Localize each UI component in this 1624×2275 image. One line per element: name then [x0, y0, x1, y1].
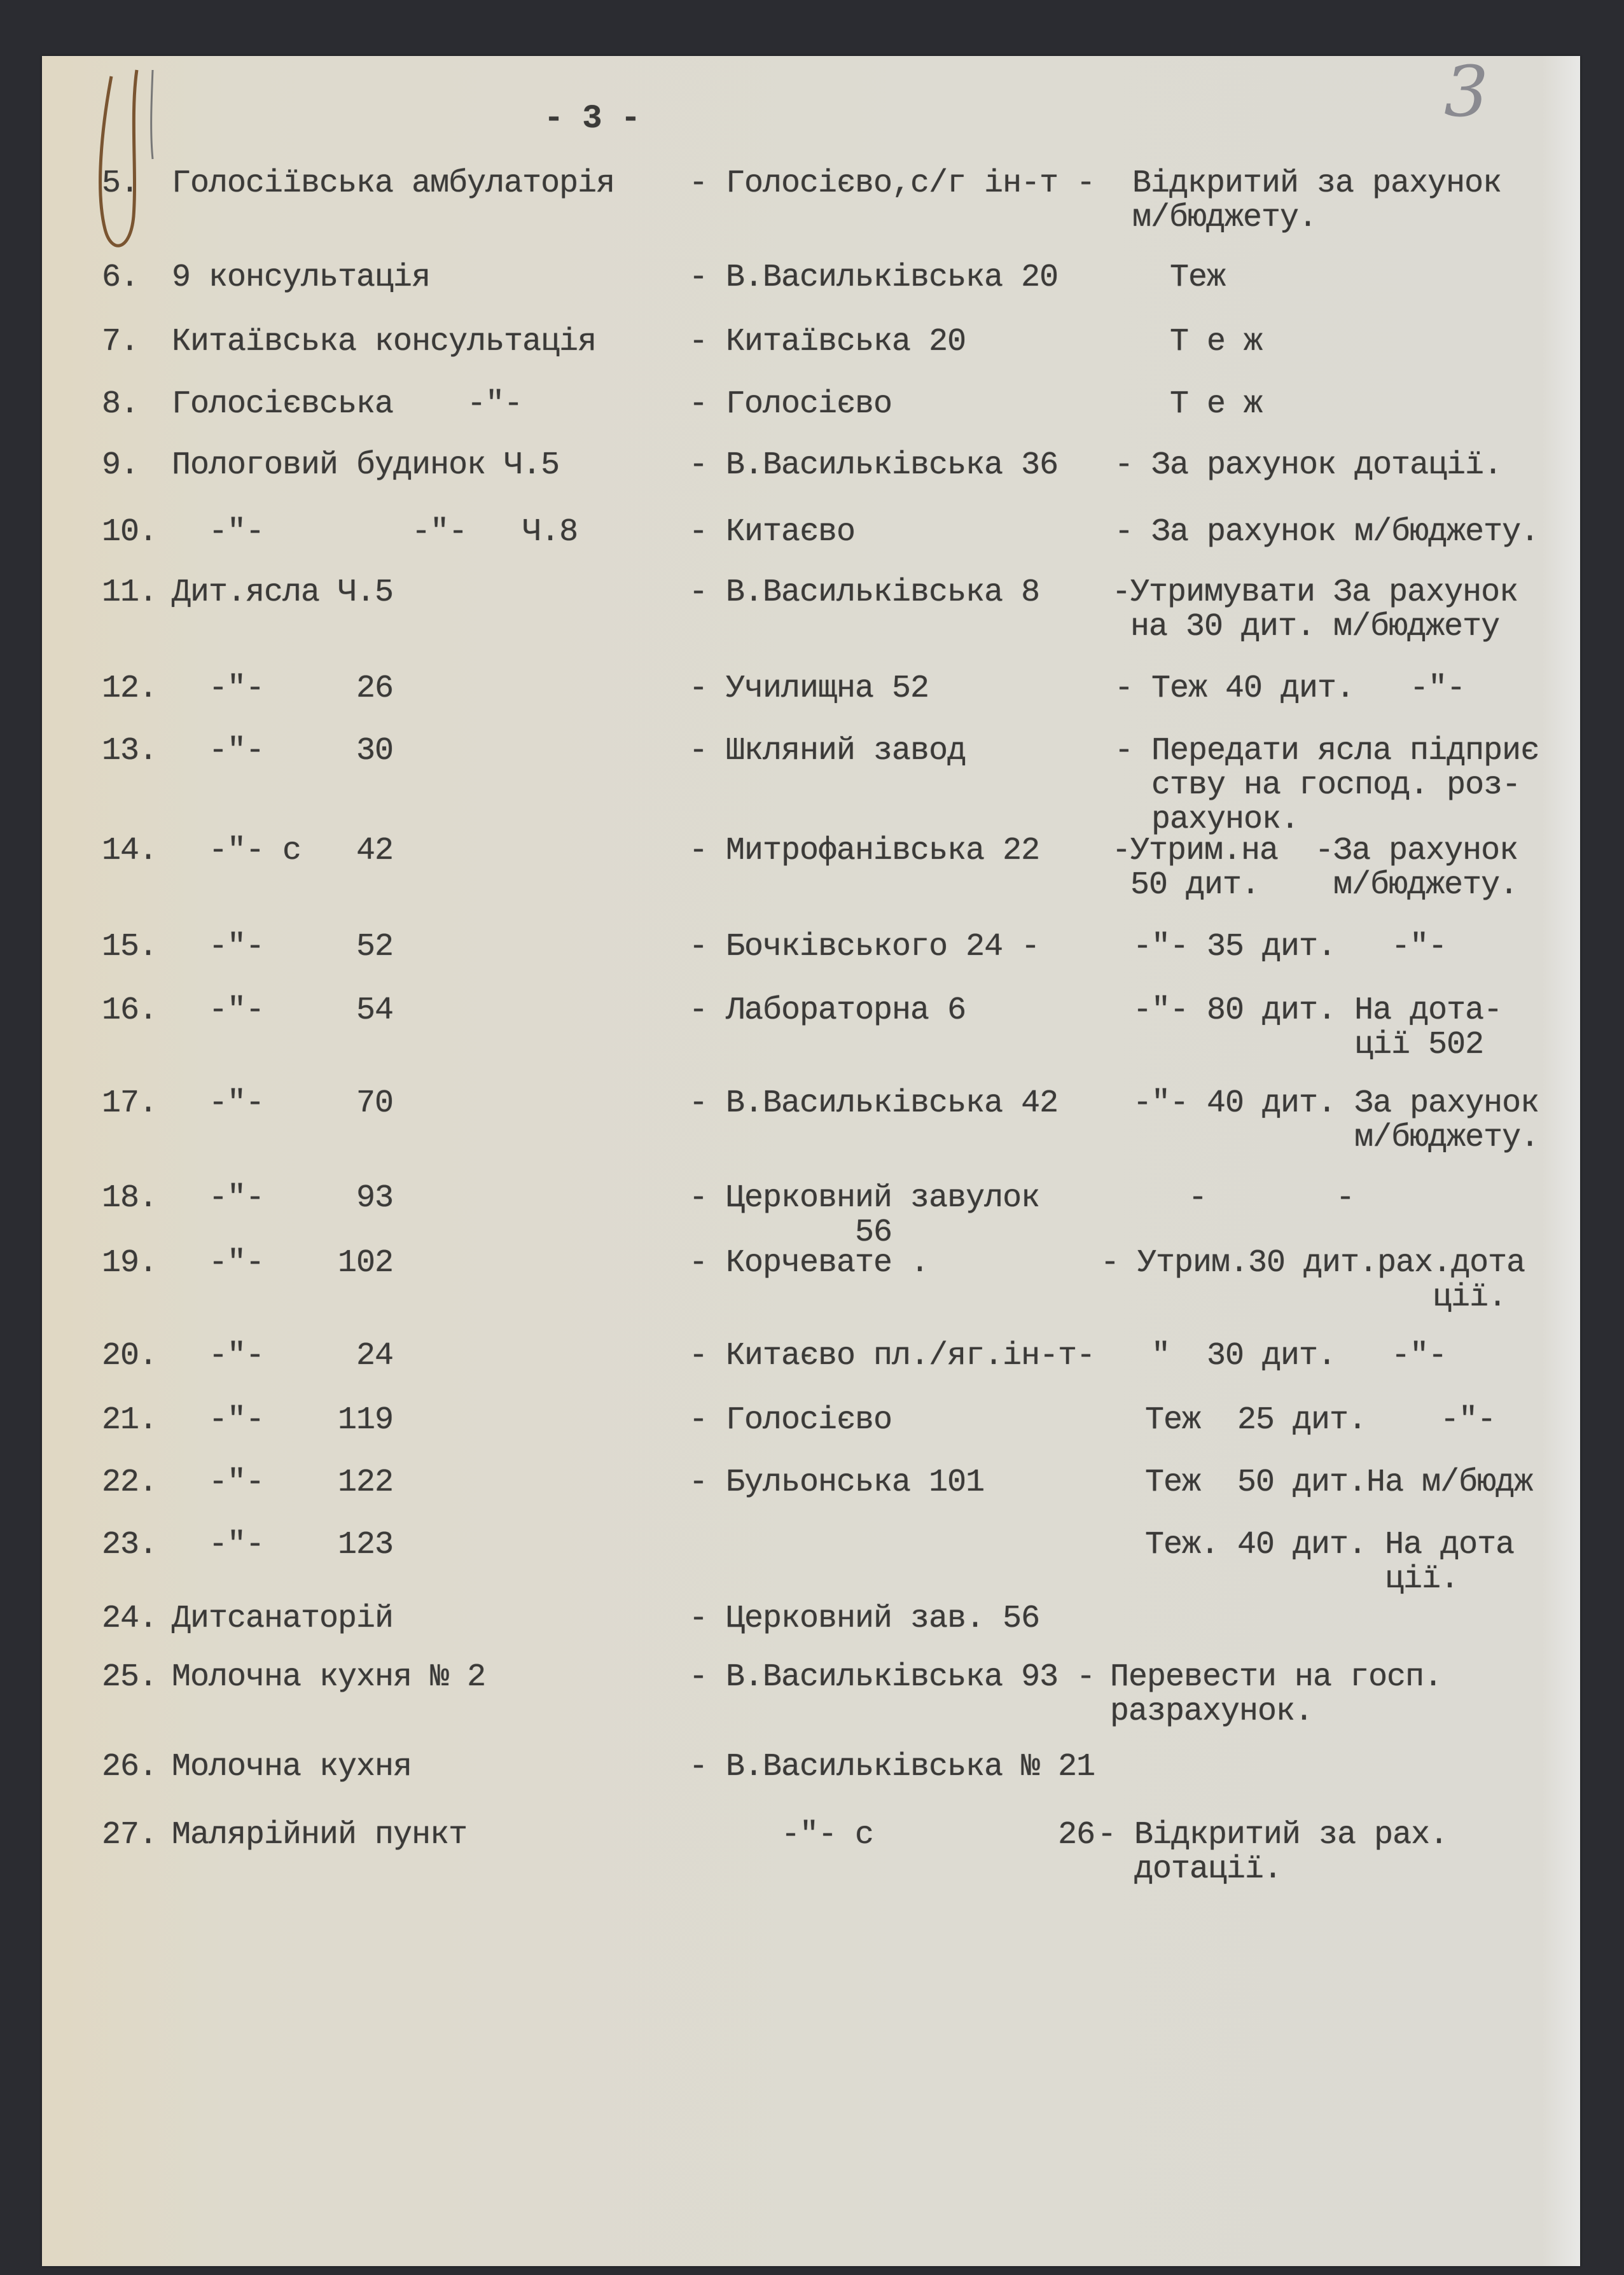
pencil-mark [151, 70, 153, 159]
entry-address: - Училищна 52 [689, 671, 929, 707]
entry-note: Теж [1114, 260, 1226, 296]
entry-name: -"- 24 [172, 1338, 394, 1374]
entry-number: 14. [102, 833, 158, 869]
entry-number: 25. [102, 1659, 158, 1695]
entry-address: - Голосієво [689, 386, 892, 422]
entry-note: - За рахунок м/бюджету. [1114, 514, 1539, 550]
entry-address: - Корчевате . [689, 1245, 929, 1281]
entry-name: Молочна кухня № 2 [172, 1659, 486, 1695]
entry-number: 22. [102, 1464, 158, 1501]
entry-note: - За рахунок дотації. [1114, 447, 1503, 484]
entry-name: Дит.ясла Ч.5 [172, 574, 394, 611]
entry-number: 17. [102, 1085, 158, 1122]
entry-number: 5. [102, 165, 139, 202]
entry-name: -"- 123 [172, 1527, 394, 1563]
entry-name: Пологовий будинок Ч.5 [172, 447, 560, 484]
entry-address: - В.Васильківська 93 - [689, 1659, 1095, 1695]
entry-note: Перевести на госп. разрахунок. [1110, 1659, 1443, 1730]
entry-number: 10. [102, 514, 158, 550]
entry-note: -"- 40 дит. За рахунок м/бюджету. [1133, 1085, 1539, 1156]
entry-address: - В.Васильківська 42 [689, 1085, 1058, 1122]
entry-address: - Лабораторна 6 [689, 992, 966, 1029]
entry-note: -Утримувати За рахунок на 30 дит. м/бюджету [1112, 574, 1518, 645]
entry-name: -"- 30 [172, 733, 394, 769]
entry-name: -"- 122 [172, 1464, 394, 1501]
entry-number: 15. [102, 929, 158, 965]
entry-note: Т е ж [1114, 386, 1263, 422]
entry-number: 8. [102, 386, 139, 422]
entry-name: Малярійний пункт [172, 1817, 468, 1853]
entry-name: -"- 119 [172, 1402, 394, 1438]
handwritten-page-number: 3 [1444, 51, 1489, 132]
entry-number: 18. [102, 1180, 158, 1216]
page-number-header: - 3 - [544, 100, 641, 137]
entry-number: 13. [102, 733, 158, 769]
entry-note: -Утрим.на -За рахунок 50 дит. м/бюджету. [1112, 833, 1518, 903]
entry-note: Відкритий за рахунок м/бюджету. [1132, 165, 1502, 236]
entry-note: - Відкритий за рах. дотації. [1097, 1817, 1448, 1888]
entry-address: - Церковний завулок 56 [689, 1180, 1040, 1251]
entry-note: Теж 50 дит.На м/бюдж [1145, 1464, 1533, 1501]
entry-name: Дитсанаторій [172, 1601, 394, 1637]
entry-name: -"- 70 [172, 1085, 394, 1122]
entry-address: - Голосієво [689, 1402, 892, 1438]
entry-address: -"- с 26 [689, 1817, 1095, 1853]
entry-address: - В.Васильківська № 21 [689, 1749, 1095, 1785]
entry-name: -"- с 42 [172, 833, 394, 869]
entry-address: - Церковний зав. 56 [689, 1601, 1040, 1637]
entry-name: -"- 26 [172, 671, 394, 707]
entry-note: Теж 25 дит. -"- [1145, 1402, 1496, 1438]
entry-name: -"- 52 [172, 929, 394, 965]
entry-number: 26. [102, 1749, 158, 1785]
entry-number: 11. [102, 574, 158, 611]
entry-number: 24. [102, 1601, 158, 1637]
entry-number: 20. [102, 1338, 158, 1374]
entry-number: 27. [102, 1817, 158, 1853]
entry-note: -"- 35 дит. -"- [1114, 929, 1447, 965]
entry-note: - Передати ясла підприє ству на господ. роз- рахунок. [1114, 733, 1539, 838]
entry-address: - Китаївська 20 [689, 324, 966, 360]
entry-number: 6. [102, 260, 139, 296]
entry-note: - - [1114, 1180, 1355, 1216]
entry-name: -"- 102 [172, 1245, 394, 1281]
entry-address: - В.Васильківська 20 [689, 260, 1058, 296]
entry-number: 9. [102, 447, 139, 484]
brown-ink-loop [101, 70, 137, 246]
entry-note: - Утрим.30 дит.рах.дота ції. [1100, 1245, 1525, 1316]
entry-address: - Митрофанівська 22 [689, 833, 1040, 869]
entry-note: " 30 дит. -"- [1114, 1338, 1447, 1374]
entry-address: - Китаєво [689, 514, 856, 550]
entry-number: 23. [102, 1527, 158, 1563]
entry-address: - Китаєво пл./яг.ін-т- [689, 1338, 1095, 1374]
entry-name: 9 консультація [172, 260, 431, 296]
entry-name: Молочна кухня [172, 1749, 412, 1785]
entry-note: -"- 80 дит. На дота- ції 502 [1133, 992, 1503, 1063]
entry-address: - Бочківського 24 - [689, 929, 1040, 965]
entry-number: 12. [102, 671, 158, 707]
entry-address: - Шкляний завод [689, 733, 966, 769]
entry-address: - В.Васильківська 36 [689, 447, 1058, 484]
entry-note: Т е ж [1114, 324, 1263, 360]
entry-address: - Бульонська 101 [689, 1464, 985, 1501]
entry-name: Китаївська консультація [172, 324, 597, 360]
entry-number: 7. [102, 324, 139, 360]
entry-number: 21. [102, 1402, 158, 1438]
entry-address: - Голосієво,с/г ін-т - [689, 165, 1095, 202]
entry-name: -"- 54 [172, 992, 394, 1029]
entry-address: - В.Васильківська 8 [689, 574, 1040, 611]
entry-number: 16. [102, 992, 158, 1029]
entry-note: - Теж 40 дит. -"- [1114, 671, 1466, 707]
entry-name: -"- 93 [172, 1180, 394, 1216]
entry-number: 19. [102, 1245, 158, 1281]
entry-name: Голосіївська амбулаторія [172, 165, 615, 202]
entry-name: -"- -"- Ч.8 [172, 514, 578, 550]
entry-note: Теж. 40 дит. На дота ції. [1145, 1527, 1515, 1597]
entry-name: Голосієвська -"- [172, 386, 523, 422]
